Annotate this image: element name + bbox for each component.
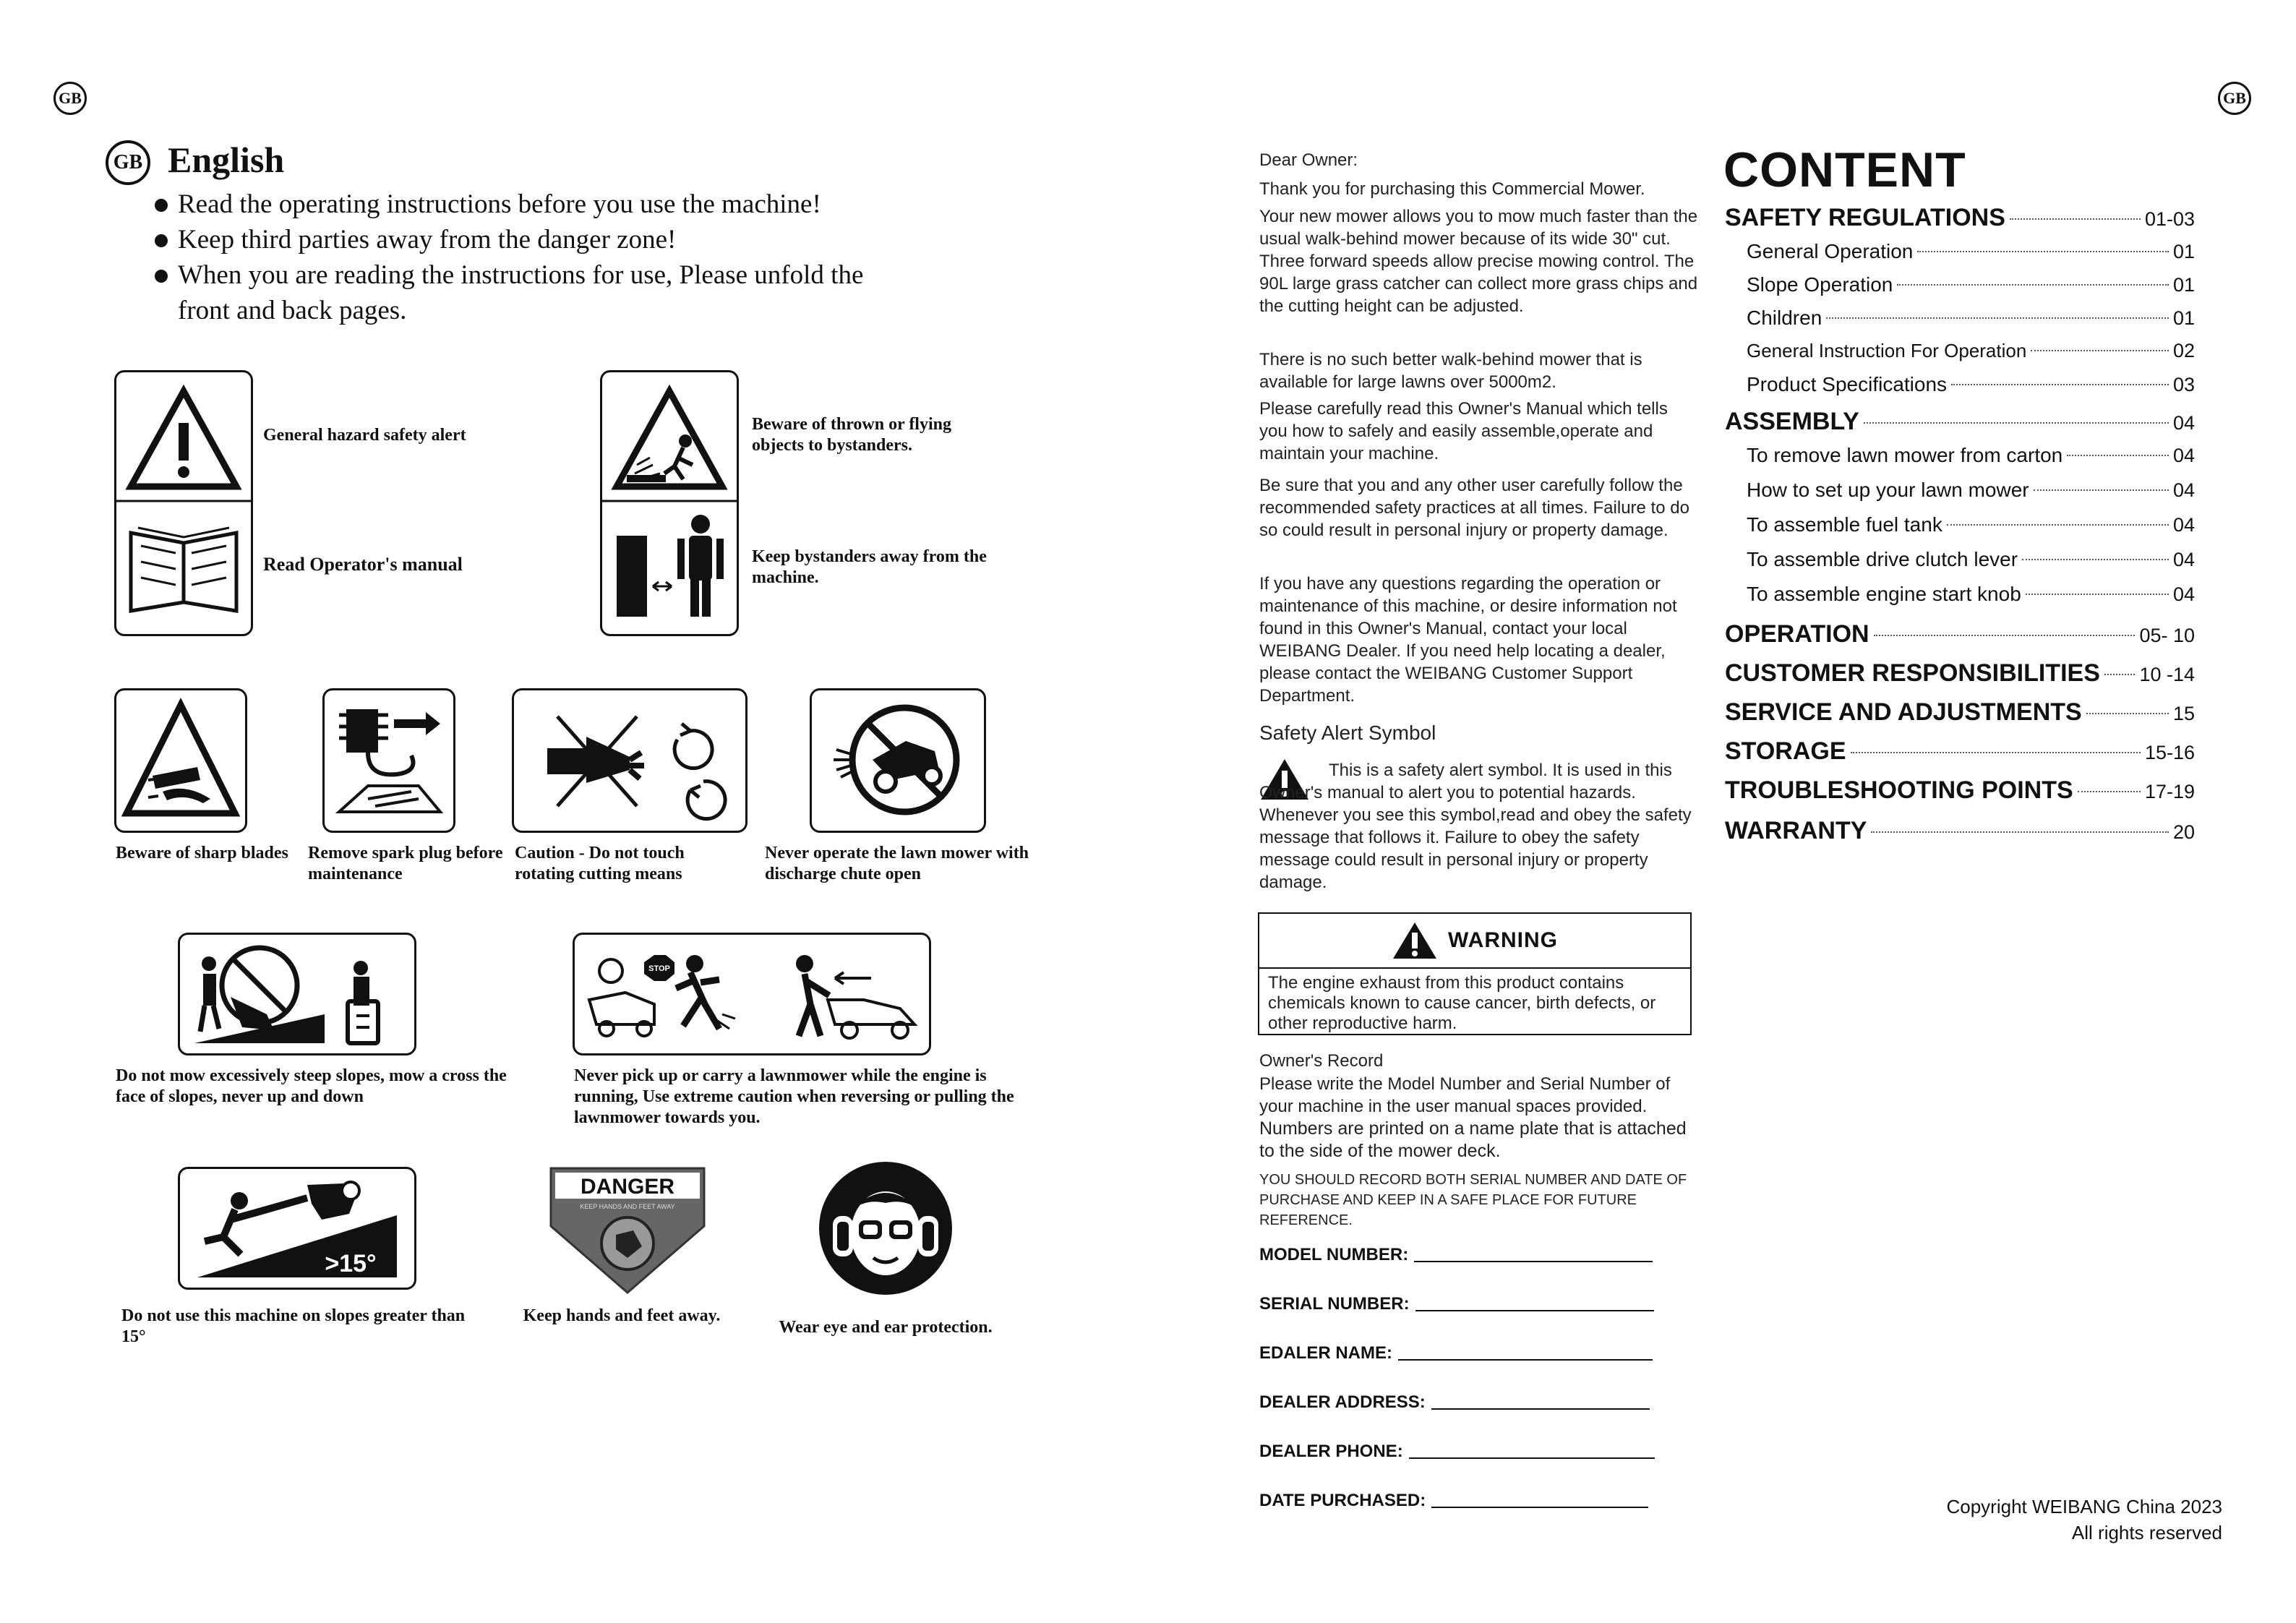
slope-15-sign bbox=[178, 1167, 416, 1290]
no-discharge-icon bbox=[812, 690, 984, 831]
caption-discharge: Never operate the lawn mower with discharge chute open bbox=[765, 844, 1029, 883]
thrown-bystanders-sign bbox=[600, 370, 739, 636]
owners-record-heading: Owner's Record bbox=[1259, 1051, 1384, 1071]
dealer-address-field[interactable]: DEALER ADDRESS: bbox=[1259, 1392, 1650, 1413]
spark-plug-sign bbox=[322, 688, 455, 833]
page-lang-mark-right: GB bbox=[2218, 82, 2251, 115]
bullet-item: Read the operating instructions before you use the machine! bbox=[152, 187, 889, 222]
rotating-blades-sign bbox=[512, 688, 748, 833]
rotating-hand-icon bbox=[514, 690, 745, 831]
safety-alert-text: This is a safety alert symbol. It is used in this Owner's manual to alert you to potential hazards. Whenever you see this symbol,read and obey the safety message that follows it. Failure to obey the safety message could result in personal injury or property damage. bbox=[1259, 761, 1692, 892]
danger-small-text: KEEP HANDS AND FEET AWAY bbox=[580, 1203, 675, 1210]
caption-slopes: Do not mow excessively steep slopes, mow a cross the face of slopes, never up and down bbox=[116, 1066, 507, 1106]
serial-number-field[interactable]: SERIAL NUMBER: bbox=[1259, 1294, 1654, 1314]
letter-salutation: Dear Owner: bbox=[1259, 150, 1358, 170]
goggles-earmuffs-icon bbox=[818, 1161, 953, 1296]
caption-read-manual: Read Operator's manual bbox=[263, 554, 463, 575]
caption-rotating: Caution - Do not touch rotating cutting means bbox=[515, 844, 685, 883]
toc-item[interactable]: SERVICE AND ADJUSTMENTS 15 bbox=[1725, 698, 2195, 726]
caption-hands-feet: Keep hands and feet away. bbox=[523, 1306, 721, 1325]
toc-item[interactable]: CUSTOMER RESPONSIBILITIES 10 -14 bbox=[1725, 659, 2195, 687]
safety-alert-heading: Safety Alert Symbol bbox=[1259, 721, 1436, 744]
keep-away-person-icon bbox=[617, 515, 724, 617]
thrown-objects-icon bbox=[617, 391, 722, 487]
contents-title: CONTENT bbox=[1723, 142, 1966, 197]
date-purchased-field[interactable]: DATE PURCHASED: bbox=[1259, 1491, 1648, 1511]
steep-slope-icon bbox=[180, 935, 414, 1053]
stop-sign-text: STOP bbox=[648, 964, 670, 973]
no-pickup-icon bbox=[575, 935, 929, 1053]
pick-up-mower-sign bbox=[573, 933, 931, 1055]
caption-pick-up: Never pick up or carry a lawnmower while the engine is running, Use extreme caution when reversing or pulling the lawnmower towards you. bbox=[574, 1066, 1014, 1127]
page-lang-mark-left: GB bbox=[53, 82, 87, 115]
copyright-line: Copyright WEIBANG China 2023 bbox=[1946, 1496, 2222, 1517]
section-title: English bbox=[168, 140, 285, 180]
toc-item[interactable]: To assemble drive clutch lever 04 bbox=[1747, 548, 2195, 570]
caption-keep-bystanders: Keep bystanders away from the machine. bbox=[752, 547, 987, 587]
sharp-blades-sign bbox=[114, 688, 247, 833]
warning-box bbox=[1258, 912, 1692, 1035]
toc-item[interactable]: Product Specifications 03 bbox=[1747, 373, 2195, 395]
toc-item[interactable]: How to set up your lawn mower 04 bbox=[1747, 479, 2195, 501]
toc-item[interactable]: TROUBLESHOOTING POINTS 17-19 bbox=[1725, 776, 2195, 804]
slope-15-icon bbox=[180, 1169, 414, 1288]
letter-paragraph: There is no such better walk-behind mower that is available for large lawns over 5000m2. bbox=[1259, 350, 1642, 392]
caption-sharp-blades: Beware of sharp blades bbox=[116, 844, 288, 862]
spark-plug-icon bbox=[325, 690, 453, 831]
caption-eye-ear: Wear eye and ear protection. bbox=[779, 1318, 993, 1337]
language-badge: GB bbox=[106, 140, 150, 185]
caption-spark-plug: Remove spark plug before maintenance bbox=[308, 844, 503, 883]
toc-item[interactable]: To assemble engine start knob 04 bbox=[1747, 583, 2195, 605]
toc-item[interactable]: General Instruction For Operation 02 bbox=[1747, 340, 2195, 361]
caption-thrown-objects: Beware of thrown or flying objects to bystanders. bbox=[752, 415, 951, 455]
warning-text: The engine exhaust from this product contains chemicals known to cause cancer, birth defects, or other reproductive harm. bbox=[1268, 973, 1656, 1033]
warning-triangle-icon bbox=[131, 391, 236, 487]
sharp-blades-icon bbox=[116, 690, 245, 831]
warning-title: WARNING bbox=[1448, 928, 1558, 952]
caption-general-hazard: General hazard safety alert bbox=[263, 426, 466, 445]
slope-15-label: >15° bbox=[325, 1250, 377, 1277]
owners-record-text: Numbers are printed on a name plate that is attached to the side of the mower deck. bbox=[1259, 1118, 1687, 1161]
owners-record-caps: YOU SHOULD RECORD BOTH SERIAL NUMBER AND DATE OF PURCHASE AND KEEP IN A SAFE PLACE FOR FUTURE REFERENCE. bbox=[1259, 1172, 1687, 1228]
toc-item[interactable]: To remove lawn mower from carton 04 bbox=[1747, 444, 2195, 466]
letter-paragraph: If you have any questions regarding the operation or maintenance of this machine, or desire information not found in this Owner's Manual, contact your local WEIBANG Dealer. If you need help locating a dealer, please contact the WEIBANG Customer Support Department. bbox=[1259, 574, 1677, 706]
toc-item[interactable]: WARRANTY 20 bbox=[1725, 817, 2195, 844]
copyright bbox=[1851, 1494, 2222, 1546]
hazard-manual-sign bbox=[114, 370, 253, 636]
dealer-name-field[interactable]: EDALER NAME: bbox=[1259, 1343, 1653, 1363]
danger-label: DANGER bbox=[580, 1175, 675, 1199]
toc-item[interactable]: ASSEMBLY 04 bbox=[1725, 408, 2195, 435]
rights-line: All rights reserved bbox=[2071, 1522, 2222, 1543]
toc-item[interactable]: SAFETY REGULATIONS 01-03 bbox=[1725, 204, 2195, 231]
discharge-chute-sign bbox=[810, 688, 986, 833]
steep-slopes-sign bbox=[178, 933, 416, 1055]
toc-item[interactable]: STORAGE 15-16 bbox=[1725, 737, 2195, 765]
bullet-item: Keep third parties away from the danger zone! bbox=[152, 222, 889, 257]
toc-item[interactable]: General Operation 01 bbox=[1747, 240, 2195, 262]
toc-item[interactable]: OPERATION 05- 10 bbox=[1725, 620, 2195, 648]
model-number-field[interactable]: MODEL NUMBER: bbox=[1259, 1245, 1653, 1265]
warning-triangle-icon bbox=[1392, 921, 1438, 960]
toc-item[interactable]: To assemble fuel tank 04 bbox=[1747, 513, 2195, 536]
open-book-icon bbox=[131, 528, 236, 611]
danger-sign bbox=[548, 1165, 707, 1296]
letter-paragraph: Thank you for purchasing this Commercial Mower. bbox=[1259, 179, 1645, 199]
toc-item[interactable]: Children 01 bbox=[1747, 307, 2195, 329]
toc-item[interactable]: Slope Operation 01 bbox=[1747, 273, 2195, 296]
letter-paragraph: Please carefully read this Owner's Manual which tells you how to safely and easily assemble,operate and maintain your machine. bbox=[1259, 399, 1668, 463]
letter-paragraph: Your new mower allows you to mow much faster than the usual walk-behind mower because of its wide 30" cut. Three forward speeds allow precise mowing control. The 90L large grass catcher can collect more grass chips and the cutting height can be adjusted. bbox=[1259, 207, 1698, 316]
bullet-item: When you are reading the instructions for use, Please unfold the front and back pages. bbox=[152, 257, 889, 328]
owners-record-text: Please write the Model Number and Serial Number of your machine in the user manual spaces provided. bbox=[1259, 1074, 1671, 1116]
intro-bullets bbox=[152, 187, 889, 328]
dealer-phone-field[interactable]: DEALER PHONE: bbox=[1259, 1442, 1655, 1462]
letter-paragraph: Be sure that you and any other user carefully follow the recommended safety practices at all times. Failure to do so could result in personal injury or property damage. bbox=[1259, 476, 1689, 540]
caption-slope15: Do not use this machine on slopes greater than 15° bbox=[121, 1306, 466, 1346]
eye-ear-protection-sign bbox=[818, 1161, 953, 1296]
